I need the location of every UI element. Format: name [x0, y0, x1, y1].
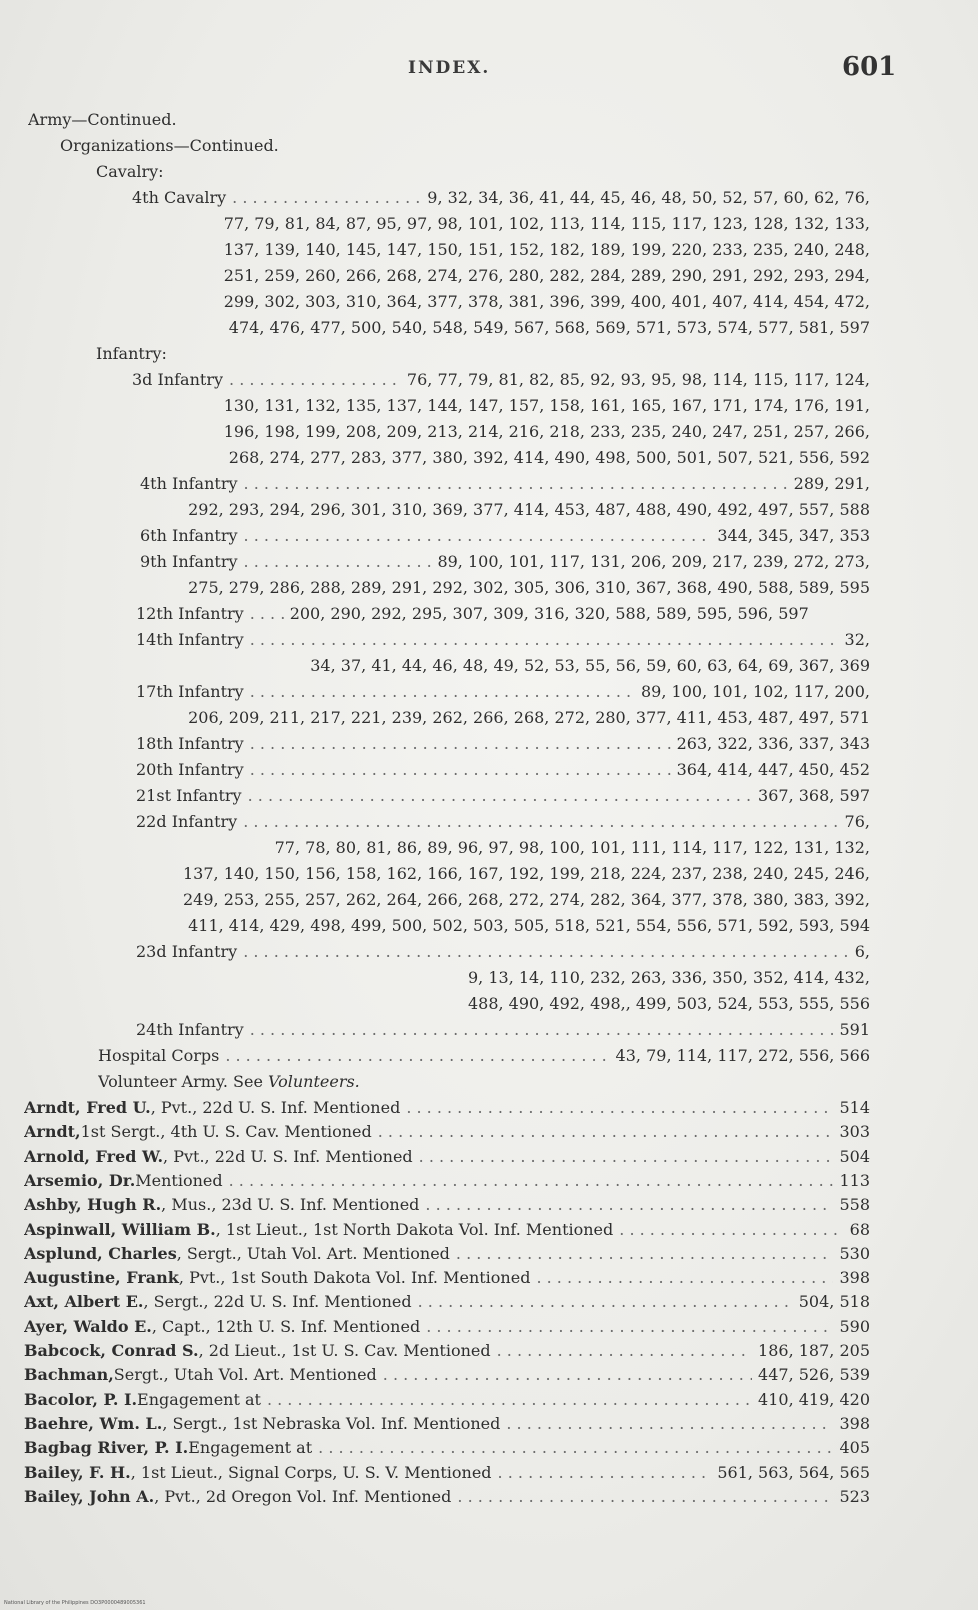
- dot-leader: [619, 1218, 843, 1242]
- entry-name: 3d Infantry: [132, 370, 224, 389]
- entry-pages: 504, 518: [798, 1292, 870, 1312]
- entry-name: Bailey, F. H.: [24, 1462, 131, 1482]
- dot-leader: [418, 1290, 793, 1314]
- entry-detail: , Capt., 12th U. S. Inf. Mentioned: [151, 1316, 421, 1336]
- entry-pages: 32,: [844, 630, 870, 649]
- entry-pages: 43, 79, 114, 117, 272, 556, 566: [615, 1046, 870, 1065]
- pages-continuation: 196, 198, 199, 208, 209, 213, 214, 216, 218, 233, 235, 240, 247, 251, 257, 266,: [223, 422, 870, 441]
- pages-continuation: 251, 259, 260, 266, 268, 274, 276, 280, 282, 284, 289, 290, 291, 292, 293, 294,: [223, 266, 870, 285]
- dot-leader: [536, 1266, 833, 1290]
- entry-pages: 558: [839, 1195, 870, 1215]
- entry-name: 20th Infantry: [136, 760, 244, 779]
- entry-4th-infantry: [140, 472, 870, 496]
- entry-detail: , Pvt., 1st South Dakota Vol. Inf. Mentioned: [178, 1268, 531, 1288]
- dot-leader: [378, 1120, 834, 1144]
- crossref-text: Volunteer Army. See: [98, 1072, 263, 1091]
- entry-14th-infantry: [136, 628, 870, 652]
- pages-continuation: 292, 293, 294, 296, 301, 310, 369, 377, 414, 453, 487, 488, 490, 492, 497, 557, 588: [188, 500, 870, 519]
- entry-name: Ayer, Waldo E.: [24, 1316, 152, 1336]
- entry-name: Bailey, John A.: [24, 1486, 155, 1506]
- entry-pages: 263, 322, 336, 337, 343: [676, 734, 870, 753]
- entry-pages: 514: [839, 1098, 870, 1117]
- index-entry: [24, 1436, 870, 1460]
- dot-leader: [250, 1018, 834, 1042]
- pages-continuation: 137, 139, 140, 145, 147, 150, 151, 152, 182, 189, 199, 220, 233, 235, 240, 248,: [223, 240, 870, 259]
- dot-leader: [267, 1388, 752, 1412]
- entry-pages: 113: [839, 1170, 870, 1190]
- header-title: INDEX.: [408, 58, 491, 78]
- entry-pages: 591: [839, 1020, 870, 1039]
- pages-continuation: 9, 13, 14, 110, 232, 263, 336, 350, 352, 414, 432,: [467, 968, 870, 987]
- entry-name: 14th Infantry: [136, 630, 244, 649]
- entry-pages: 76, 77, 79, 81, 82, 85, 92, 93, 95, 98, 114, 115, 117, 124,: [406, 370, 870, 389]
- entry-20th-infantry: [136, 758, 870, 782]
- entry-name: 24th Infantry: [136, 1020, 244, 1039]
- dot-leader: [243, 940, 849, 964]
- entry-21st-infantry: [136, 784, 870, 808]
- entry-17th-infantry: [136, 680, 870, 704]
- index-entry: [24, 1339, 870, 1363]
- pages-continuation: 137, 140, 150, 156, 158, 162, 166, 167, 192, 199, 218, 224, 237, 238, 240, 245, 246,: [183, 864, 870, 883]
- entry-detail: , 1st Lieut., 1st North Dakota Vol. Inf. Mentioned: [215, 1219, 614, 1239]
- dot-leader: [406, 1096, 833, 1120]
- entry-detail: , Pvt., 22d U. S. Inf. Mentioned: [150, 1098, 401, 1117]
- entry-name: 12th Infantry: [136, 604, 244, 623]
- index-entry: [24, 1388, 870, 1412]
- entry-pages: 398: [839, 1413, 870, 1433]
- entry-pages: 303: [839, 1122, 870, 1142]
- pages-continuation: 34, 37, 41, 44, 46, 48, 49, 52, 53, 55, 56, 59, 60, 63, 64, 69, 367, 369: [310, 656, 870, 675]
- entry-name: 17th Infantry: [136, 682, 244, 701]
- dot-leader: [225, 1044, 609, 1068]
- entry-24th-infantry: [136, 1018, 870, 1042]
- entry-name: Bagbag River, P. I.: [24, 1438, 189, 1458]
- volunteer-army-crossref: [98, 1070, 360, 1094]
- crossref-see: Volunteers.: [268, 1072, 360, 1091]
- entry-pages: 76,: [844, 812, 870, 831]
- dot-leader: [250, 628, 839, 652]
- pages-continuation: 275, 279, 286, 288, 289, 291, 292, 302, 305, 306, 310, 367, 368, 490, 588, 589, 595: [188, 578, 870, 597]
- entry-detail: Sergt., Utah Vol. Art. Mentioned: [113, 1365, 377, 1385]
- entry-name: Augustine, Frank: [24, 1268, 179, 1288]
- entry-hospital-corps: [98, 1044, 870, 1068]
- dot-leader: [244, 524, 712, 548]
- infantry-heading: Infantry:: [96, 344, 167, 363]
- entry-name: 9th Infantry: [140, 552, 238, 571]
- entry-pages: 89, 100, 101, 102, 117, 200,: [641, 682, 870, 701]
- dot-leader: [244, 550, 432, 574]
- entry-detail: , Mus., 23d U. S. Inf. Mentioned: [161, 1195, 420, 1215]
- dot-leader: [383, 1363, 752, 1387]
- dot-leader: [419, 1145, 834, 1169]
- entry-pages: 530: [839, 1243, 870, 1263]
- dot-leader: [229, 368, 401, 392]
- entry-detail: Engagement at: [137, 1389, 261, 1409]
- entry-detail: , Pvt., 2d Oregon Vol. Inf. Mentioned: [154, 1486, 452, 1506]
- entry-pages: 200, 290, 292, 295, 307, 309, 316, 320, 588, 589, 595, 596, 597: [289, 604, 809, 623]
- entry-name: Aspinwall, William B.: [24, 1219, 216, 1239]
- dot-leader: [425, 1193, 833, 1217]
- dot-leader: [250, 732, 671, 756]
- index-entry: [24, 1169, 870, 1193]
- entry-name: Hospital Corps: [98, 1046, 220, 1065]
- entry-pages: 561, 563, 564, 565: [717, 1462, 870, 1482]
- entry-name: 21st Infantry: [136, 786, 242, 805]
- entry-name: 4th Cavalry: [132, 188, 227, 207]
- entry-pages: 523: [839, 1486, 870, 1506]
- entry-name: Babcock, Conrad S.: [24, 1341, 199, 1360]
- index-entry: [24, 1120, 870, 1144]
- entry-name: Arnold, Fred W.: [24, 1146, 164, 1166]
- entry-pages: 504: [839, 1146, 870, 1166]
- pages-continuation: 77, 79, 81, 84, 87, 95, 97, 98, 101, 102, 113, 114, 115, 117, 123, 128, 132, 133,: [223, 214, 870, 233]
- dot-leader: [250, 602, 284, 626]
- pages-continuation: 130, 131, 132, 135, 137, 144, 147, 157, 158, 161, 165, 167, 171, 174, 176, 191,: [223, 396, 870, 415]
- entry-name: Arndt,: [24, 1122, 81, 1142]
- entry-name: 22d Infantry: [136, 812, 238, 831]
- page-number: 601: [842, 52, 897, 82]
- entry-name: Asplund, Charles: [24, 1243, 177, 1263]
- index-entry: [24, 1485, 870, 1509]
- entry-pages: 405: [839, 1438, 870, 1458]
- entry-name: Ashby, Hugh R.: [24, 1195, 162, 1215]
- dot-leader: [250, 680, 635, 704]
- index-entry: [24, 1218, 870, 1242]
- entry-name: 18th Infantry: [136, 734, 244, 753]
- library-footer: National Library of the Philippines DO3P0000489005361: [4, 1600, 146, 1606]
- entry-pages: 398: [839, 1268, 870, 1288]
- entry-name: Baehre, Wm. L.: [24, 1413, 163, 1433]
- entry-name: Bachman,: [24, 1365, 114, 1385]
- entry-3d-infantry: [132, 368, 870, 392]
- entry-name: 23d Infantry: [136, 942, 238, 961]
- entry-name: Arsemio, Dr.: [24, 1170, 136, 1190]
- dot-leader: [506, 1412, 833, 1436]
- cavalry-heading: Cavalry:: [96, 162, 164, 181]
- pages-continuation: 249, 253, 255, 257, 262, 264, 266, 268, 272, 274, 282, 364, 377, 378, 380, 383, 392,: [183, 890, 870, 909]
- entry-detail: , Sergt., 22d U. S. Inf. Mentioned: [143, 1292, 412, 1312]
- entry-detail: , Sergt., 1st Nebraska Vol. Inf. Mentioned: [162, 1413, 501, 1433]
- organizations-heading: Organizations—Continued.: [60, 136, 279, 155]
- entry-9th-infantry: [140, 550, 870, 574]
- entry-detail: , 1st Lieut., Signal Corps, U. S. V. Mentioned: [130, 1462, 492, 1482]
- entry-pages: 89, 100, 101, 117, 131, 206, 209, 217, 239, 272, 273,: [437, 552, 870, 571]
- entry-22d-infantry: [136, 810, 870, 834]
- entry-pages: 344, 345, 347, 353: [717, 526, 870, 545]
- entry-name: Axt, Albert E.: [24, 1292, 144, 1312]
- entry-pages: 590: [839, 1316, 870, 1336]
- entry-name: 4th Infantry: [140, 474, 238, 493]
- entry-pages: 410, 419, 420: [758, 1389, 870, 1409]
- index-entry: [24, 1096, 870, 1120]
- dot-leader: [318, 1436, 833, 1460]
- dot-leader: [456, 1242, 834, 1266]
- pages-continuation: 488, 490, 492, 498,, 499, 503, 524, 553, 555, 556: [467, 994, 870, 1013]
- index-entry: [24, 1461, 870, 1485]
- index-entry: [24, 1363, 870, 1387]
- index-entry: [24, 1412, 870, 1436]
- entry-detail: , Pvt., 22d U. S. Inf. Mentioned: [163, 1146, 413, 1166]
- pages-continuation: 206, 209, 211, 217, 221, 239, 262, 266, 268, 272, 280, 377, 411, 453, 487, 497, 571: [188, 708, 870, 727]
- pages-continuation: 299, 302, 303, 310, 364, 377, 378, 381, 396, 399, 400, 401, 407, 414, 454, 472,: [223, 292, 870, 311]
- entry-pages: 289, 291,: [793, 474, 870, 493]
- entry-detail: , Sergt., Utah Vol. Art. Mentioned: [176, 1243, 450, 1263]
- pages-continuation: 411, 414, 429, 498, 499, 500, 502, 503, 505, 518, 521, 554, 556, 571, 592, 593, 594: [188, 916, 870, 935]
- dot-leader: [248, 784, 752, 808]
- entry-18th-infantry: [136, 732, 870, 756]
- dot-leader: [232, 186, 421, 210]
- entry-pages: 6,: [854, 942, 870, 961]
- entry-pages: 367, 368, 597: [758, 786, 870, 805]
- index-entry: [24, 1315, 870, 1339]
- dot-leader: [457, 1485, 833, 1509]
- dot-leader: [250, 758, 671, 782]
- dot-leader: [497, 1339, 752, 1363]
- dot-leader: [498, 1461, 712, 1485]
- entry-12th-infantry: [136, 602, 870, 626]
- pages-continuation: 474, 476, 477, 500, 540, 548, 549, 567, 568, 569, 571, 573, 574, 577, 581, 597: [228, 318, 870, 337]
- index-entry: [24, 1290, 870, 1314]
- entry-detail: 1st Sergt., 4th U. S. Cav. Mentioned: [80, 1122, 372, 1142]
- index-entry: [24, 1242, 870, 1266]
- entry-pages: 9, 32, 34, 36, 41, 44, 45, 46, 48, 50, 52, 57, 60, 62, 76,: [427, 188, 870, 207]
- entry-pages: 186, 187, 205: [758, 1341, 870, 1360]
- entry-name: 6th Infantry: [140, 526, 238, 545]
- entry-23d-infantry: [136, 940, 870, 964]
- entry-name: Arndt, Fred U.: [24, 1098, 151, 1117]
- pages-continuation: 77, 78, 80, 81, 86, 89, 96, 97, 98, 100, 101, 111, 114, 117, 122, 131, 132,: [274, 838, 870, 857]
- entry-detail: Engagement at: [188, 1438, 313, 1458]
- army-heading: Army—Continued.: [28, 110, 177, 129]
- dot-leader: [244, 472, 788, 496]
- index-entry: [24, 1193, 870, 1217]
- page-header: [0, 52, 978, 88]
- entry-name: Bacolor, P. I.: [24, 1389, 138, 1409]
- dot-leader: [426, 1315, 833, 1339]
- entry-pages: 447, 526, 539: [758, 1365, 870, 1385]
- entry-pages: 364, 414, 447, 450, 452: [676, 760, 870, 779]
- entry-pages: 68: [849, 1219, 870, 1239]
- entry-4th-cavalry: [132, 186, 870, 210]
- entry-detail: Mentioned: [135, 1170, 223, 1190]
- entry-6th-infantry: [140, 524, 870, 548]
- pages-continuation: 268, 274, 277, 283, 377, 380, 392, 414, 490, 498, 500, 501, 507, 521, 556, 592: [228, 448, 870, 467]
- dot-leader: [229, 1169, 834, 1193]
- dot-leader: [243, 810, 838, 834]
- index-entry: [24, 1266, 870, 1290]
- entry-detail: , 2d Lieut., 1st U. S. Cav. Mentioned: [198, 1341, 491, 1360]
- index-entry: [24, 1145, 870, 1169]
